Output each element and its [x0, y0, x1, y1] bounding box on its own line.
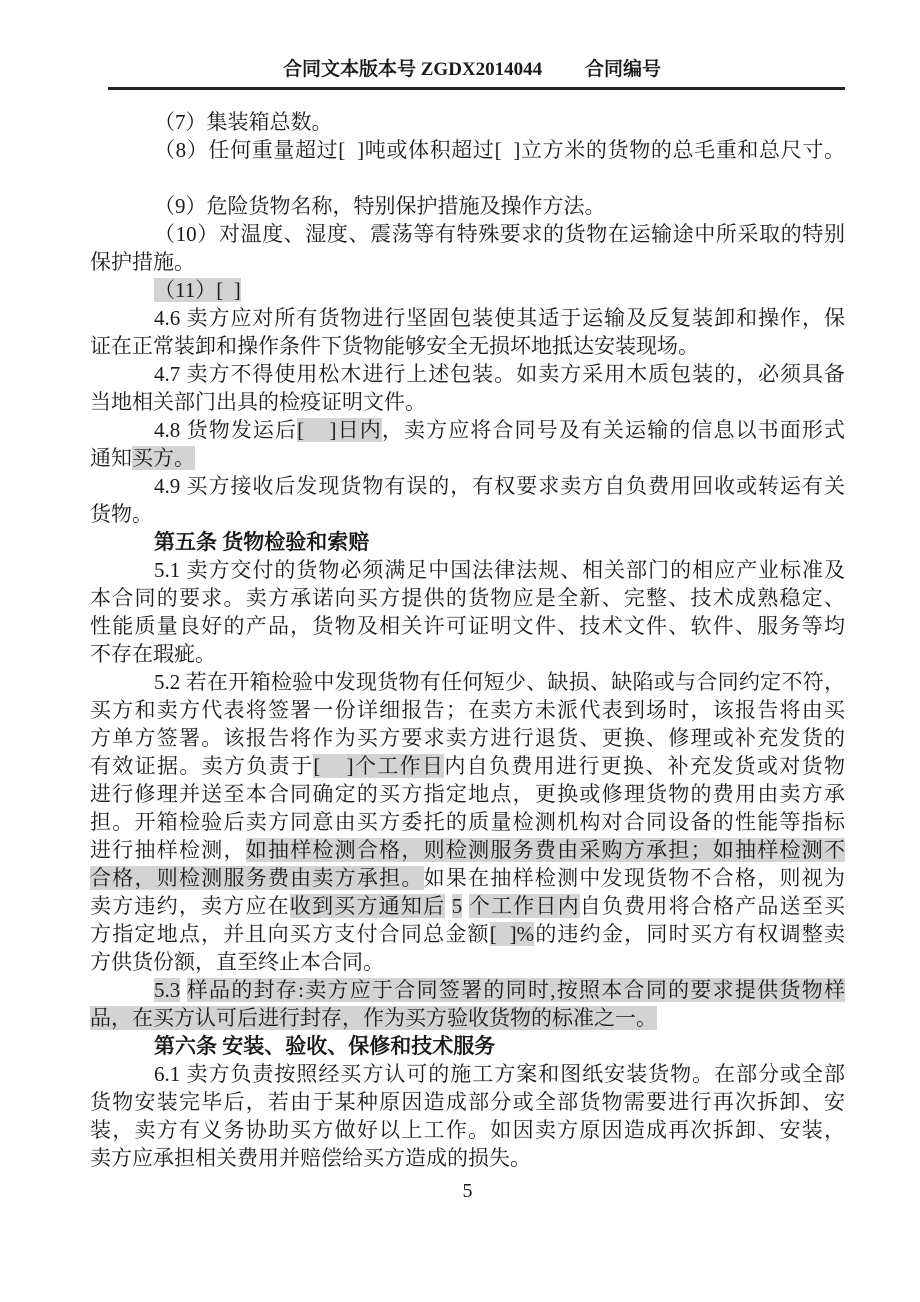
text-run: 内自负费用进行更换、补充发货或对货物: [444, 754, 845, 778]
text-run: （7）集装箱总数。: [154, 110, 333, 134]
highlighted-text-run: 5: [451, 894, 463, 918]
text-run: 4.8 货物发运后: [154, 418, 298, 442]
highlighted-text-run: 品，在买方认可后进行封存，作为买方验收货物的标准之一。: [90, 1006, 657, 1030]
text-line: [90, 360, 845, 388]
text-line: [90, 724, 845, 752]
text-line: [90, 1116, 845, 1144]
text-run: [180, 978, 187, 1002]
text-run: 4.7 卖方不得使用松木进行上述包装。如卖方采用木质包装的，必须具备: [154, 362, 845, 386]
text-line: [90, 1032, 845, 1060]
text-line: [90, 528, 845, 556]
text-line: [90, 696, 845, 724]
text-run: 装，卖方有义务协助买方做好以上工作。如因卖方原因造成再次拆卸、安装，: [90, 1118, 845, 1142]
text-line: [90, 1004, 845, 1032]
text-run: 通知: [90, 446, 132, 470]
text-run: 方单方签署。该报告将作为买方要求卖方进行退货、更换、修理或补充发货的: [90, 726, 845, 750]
text-line: [90, 304, 845, 332]
text-run: 4.6 卖方应对所有货物进行坚固包装使其适于运输及反复装卸和操作，保: [154, 306, 845, 330]
text-line: [90, 1144, 845, 1172]
text-line: [90, 976, 845, 1004]
text-line: [90, 416, 845, 444]
text-line: [90, 276, 845, 304]
page-number: 5: [462, 1180, 473, 1202]
text-line: [90, 248, 845, 276]
text-line: [90, 136, 845, 164]
text-run: 的违约金，同时买方有权调整卖: [534, 922, 845, 946]
highlighted-text-run: 收到买方通知后: [289, 894, 446, 918]
highlighted-text-run: 如抽样检测合格，则检测服务费由采购方承担；如抽样检测不: [245, 838, 845, 862]
text-line: [90, 948, 845, 976]
text-run: （10）对温度、湿度、震荡等有特殊要求的货物在运输途中所采取的特别: [154, 222, 845, 246]
text-line: [90, 108, 845, 136]
text-line: [90, 640, 845, 668]
highlighted-text-run: （11）[ ]: [154, 278, 241, 302]
text-run: 进行修理并送至本合同确定的买方指定地点，更换或修理货物的费用由卖方承: [90, 782, 845, 806]
text-run: 进行抽样检测，: [90, 838, 246, 862]
text-line: [90, 668, 845, 696]
text-run: 自负费用将合格产品送至买: [579, 894, 845, 918]
page-header: [108, 58, 845, 90]
highlighted-text-run: 样品的封存:卖方应于合同签署的同时,按照本合同的要求提供货物样: [186, 978, 845, 1002]
text-run: 买方和卖方代表将签署一份详细报告；在卖方未派代表到场时，该报告将由买: [90, 698, 845, 722]
text-run: 货物。: [90, 502, 153, 526]
text-line: [90, 808, 845, 836]
text-run: 第五条 货物检验和索赔: [154, 530, 370, 554]
highlighted-text-run: 合格，则检测服务费由卖方承担。: [90, 866, 424, 890]
text-line: [90, 556, 845, 584]
text-run: （8）任何重量超过[ ]吨或体积超过[ ]立方米的货物的总毛重和总尺寸。: [154, 138, 845, 162]
highlighted-text-run: [ ]个工作日: [313, 754, 445, 778]
text-run: [462, 894, 468, 918]
text-run: ，卖方应将合同号及有关运输的信息以书面形式: [381, 418, 845, 442]
text-run: 性能质量良好的产品，货物及相关许可证明文件、技术文件、软件、服务等均: [90, 614, 845, 638]
text-run: [445, 894, 451, 918]
text-line: [90, 220, 845, 248]
text-line: [90, 920, 845, 948]
text-line: [90, 388, 845, 416]
contract-version-label: 合同文本版本号 ZGDX2014044: [283, 59, 543, 80]
text-run: 卖方违约，卖方应在: [90, 894, 290, 918]
text-line: [90, 472, 845, 500]
text-line: [90, 1060, 845, 1088]
text-run: 方供货份额，直至终止本合同。: [90, 950, 384, 974]
text-line: [90, 444, 845, 472]
highlighted-text-run: 5.3: [154, 978, 181, 1002]
text-run: 5.1 卖方交付的货物必须满足中国法律法规、相关部门的相应产业标准及: [154, 558, 845, 582]
text-line: [90, 192, 845, 220]
text-run: 担。开箱检验后卖方同意由买方委托的质量检测机构对合同设备的性能等指标: [90, 810, 845, 834]
text-line: [90, 612, 845, 640]
text-line: [90, 1088, 845, 1116]
text-line: [90, 500, 845, 528]
text-run: 当地相关部门出具的检疫证明文件。: [90, 390, 426, 414]
highlighted-text-run: 买方。: [132, 446, 195, 470]
text-run: 方指定地点，并且向买方支付合同总金额: [90, 922, 490, 946]
text-run: 6.1 卖方负责按照经买方认可的施工方案和图纸安装货物。在部分或全部: [154, 1062, 845, 1086]
highlighted-text-run: [ ]日内: [297, 418, 382, 442]
text-run: 5.2 若在开箱检验中发现货物有任何短少、缺损、缺陷或与合同约定不符，: [154, 670, 845, 694]
text-run: 4.9 买方接收后发现货物有误的，有权要求卖方自负费用回收或转运有关: [154, 474, 845, 498]
text-run: 货物安装完毕后，若由于某种原因造成部分或全部货物需要进行再次拆卸、安: [90, 1090, 845, 1114]
text-run: 保护措施。: [90, 250, 195, 274]
text-run: （9）危险货物名称，特别保护措施及操作方法。: [154, 194, 606, 218]
text-run: 卖方应承担相关费用并赔偿给买方造成的损失。: [90, 1146, 531, 1170]
text-run: 第六条 安装、验收、保修和技术服务: [154, 1034, 496, 1058]
contract-number-label: 合同编号: [585, 59, 662, 80]
text-run: 本合同的要求。卖方承诺向买方提供的货物应是全新、完整、技术成熟稳定、: [90, 586, 845, 610]
text-line: [90, 332, 845, 360]
highlighted-text-run: 个工作日内: [468, 894, 580, 918]
text-line: [90, 752, 845, 780]
text-line: [90, 584, 845, 612]
text-run: 不存在瑕疵。: [90, 642, 216, 666]
text-line: [90, 864, 845, 892]
text-run: 证在正常装卸和操作条件下货物能够安全无损坏地抵达安装现场。: [90, 334, 699, 358]
blank-line: [90, 164, 845, 192]
text-run: 有效证据。卖方负责于: [90, 754, 314, 778]
text-run: 如果在抽样检测中发现货物不合格，则视为: [423, 866, 845, 890]
text-line: [90, 892, 845, 920]
text-line: [90, 836, 845, 864]
text-line: [90, 780, 845, 808]
highlighted-text-run: [ ]%: [489, 922, 535, 946]
document-body: [90, 108, 845, 1172]
